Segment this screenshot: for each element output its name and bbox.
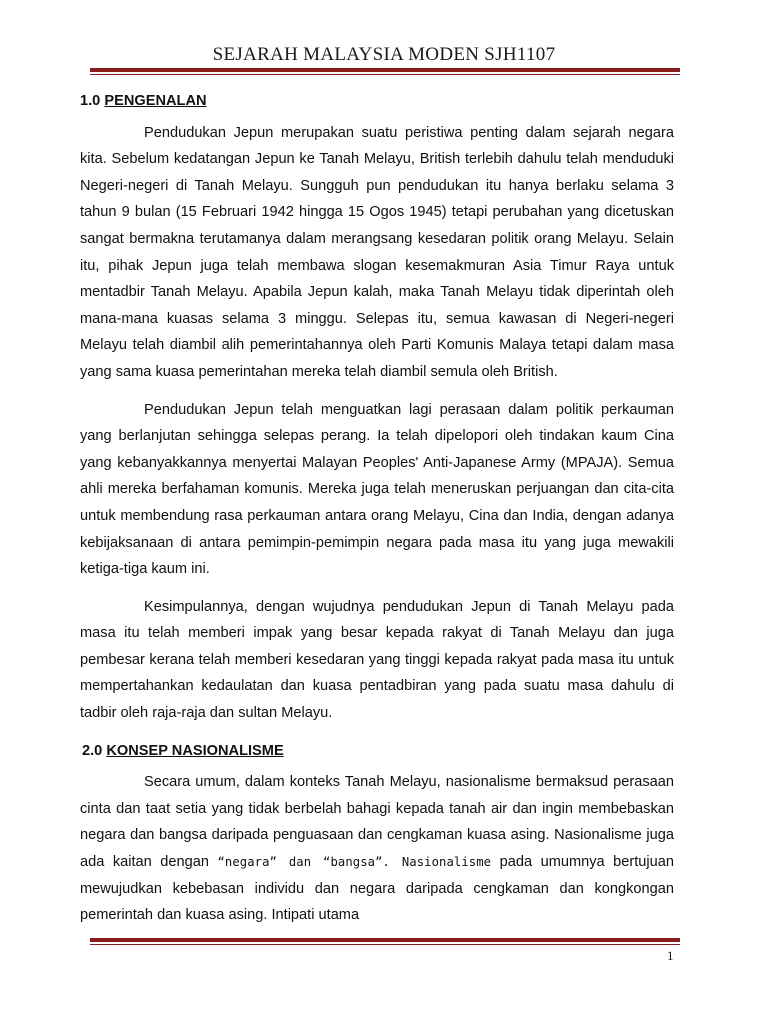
footer-rule	[90, 938, 680, 945]
paragraph-4-part-2: “negara” dan “bangsa”. Nasionalisme	[217, 855, 492, 870]
page-number: 1	[667, 948, 674, 963]
paragraph-4	[80, 769, 674, 929]
section-number: 1.0	[80, 93, 101, 109]
paragraph-3: Kesimpulannya, dengan wujudnya pendudukan Jepun di Tanah Melayu pada masa itu telah memberi impak yang besar kepada rakyat di Tanah Melayu dan juga pembesar kerana telah memberi kesedaran yang tinggi kepada rakyat pada masa itu untuk mempertahankan kedaulatan dan kuasa pentadbiran yang pada suatu masa dahulu di tadbir oleh raja-raja dan sultan Melayu.	[80, 598, 674, 722]
paragraph-4-part-3: pada umumnya bertujuan mewujudkan kebebasan individu dan negara daripada cengkaman dan kongkongan pemerintah dan kuasa asing. Intipati utama	[80, 854, 675, 924]
header-rule-thick	[90, 68, 680, 72]
section-heading-pengenalan	[80, 88, 674, 115]
paragraph-1: Pendudukan Jepun merupakan suatu peristiwa penting dalam sejarah negara kita. Sebelum kedatangan Jepun ke Tanah Melayu, British terlebih dahulu telah menduduki Negeri-negeri di Tanah Melayu. Sungguh pun pendudukan itu hanya berlaku selama 3 tahun 9 bulan (15 Februari 1942 hingga 15 Ogos 1945) tetapi perubahan yang dicetuskan sangat bermakna terutamanya dalam merangsang kesedaran politik orang Melayu. Selain itu, pihak Jepun juga telah membawa slogan kesemakmuran Asia Timur Raya untuk mentadbir Tanah Melayu. Apabila Jepun kalah, maka Tanah Melayu tidak diperintah oleh mana-mana kuasas selama 3 minggu. Selepas itu, semua kawasan di Negeri-negeri Melayu telah diambil alih pemerintahannya oleh Parti Komunis Malaya tetapi dalam masa yang sama kuasa pemerintahan mereka telah diambil semula oleh British.	[80, 124, 674, 380]
section-heading-konsep-nasionalisme	[82, 738, 674, 765]
page-header-title: SEJARAH MALAYSIA MODEN SJH1107	[212, 44, 556, 65]
header-rule	[90, 68, 680, 75]
section-title: KONSEP NASIONALISME	[106, 742, 284, 759]
footer-rule-thin	[90, 944, 680, 945]
paragraph-4-part-1: Secara umum, dalam konteks Tanah Melayu, nasionalisme bermaksud perasaan cinta dan taat setia yang tidak berbelah bahagi kepada tanah air dan ingin membebaskan negara dan bangsa daripada penguasaan dan cengkaman kuasa asing. Nasionalisme juga ada kaitan dengan	[80, 774, 674, 871]
section-number: 2.0	[82, 742, 103, 759]
header-rule-thin	[90, 74, 680, 75]
document-body	[80, 88, 674, 940]
section-title: PENGENALAN	[104, 93, 207, 109]
footer-rule-thick	[90, 938, 680, 942]
paragraph-2: Pendudukan Jepun telah menguatkan lagi perasaan dalam politik perkauman yang berlanjutan sehingga selepas perang. Ia telah dipelopori oleh tindakan kaum Cina yang kebanyakkannya menyertai Malayan Peoples' Anti-Japanese Army (MPAJA). Semua ahli mereka berfahaman komunis. Mereka juga telah meneruskan perjuangan dan cita-cita untuk membendung rasa perkauman antara orang Melayu, Cina dan India, dengan adanya kebijaksanaan di antara pemimpin-pemimpin negara pada masa itu yang juga mewakili ketiga-tiga kaum ini.	[80, 401, 674, 578]
